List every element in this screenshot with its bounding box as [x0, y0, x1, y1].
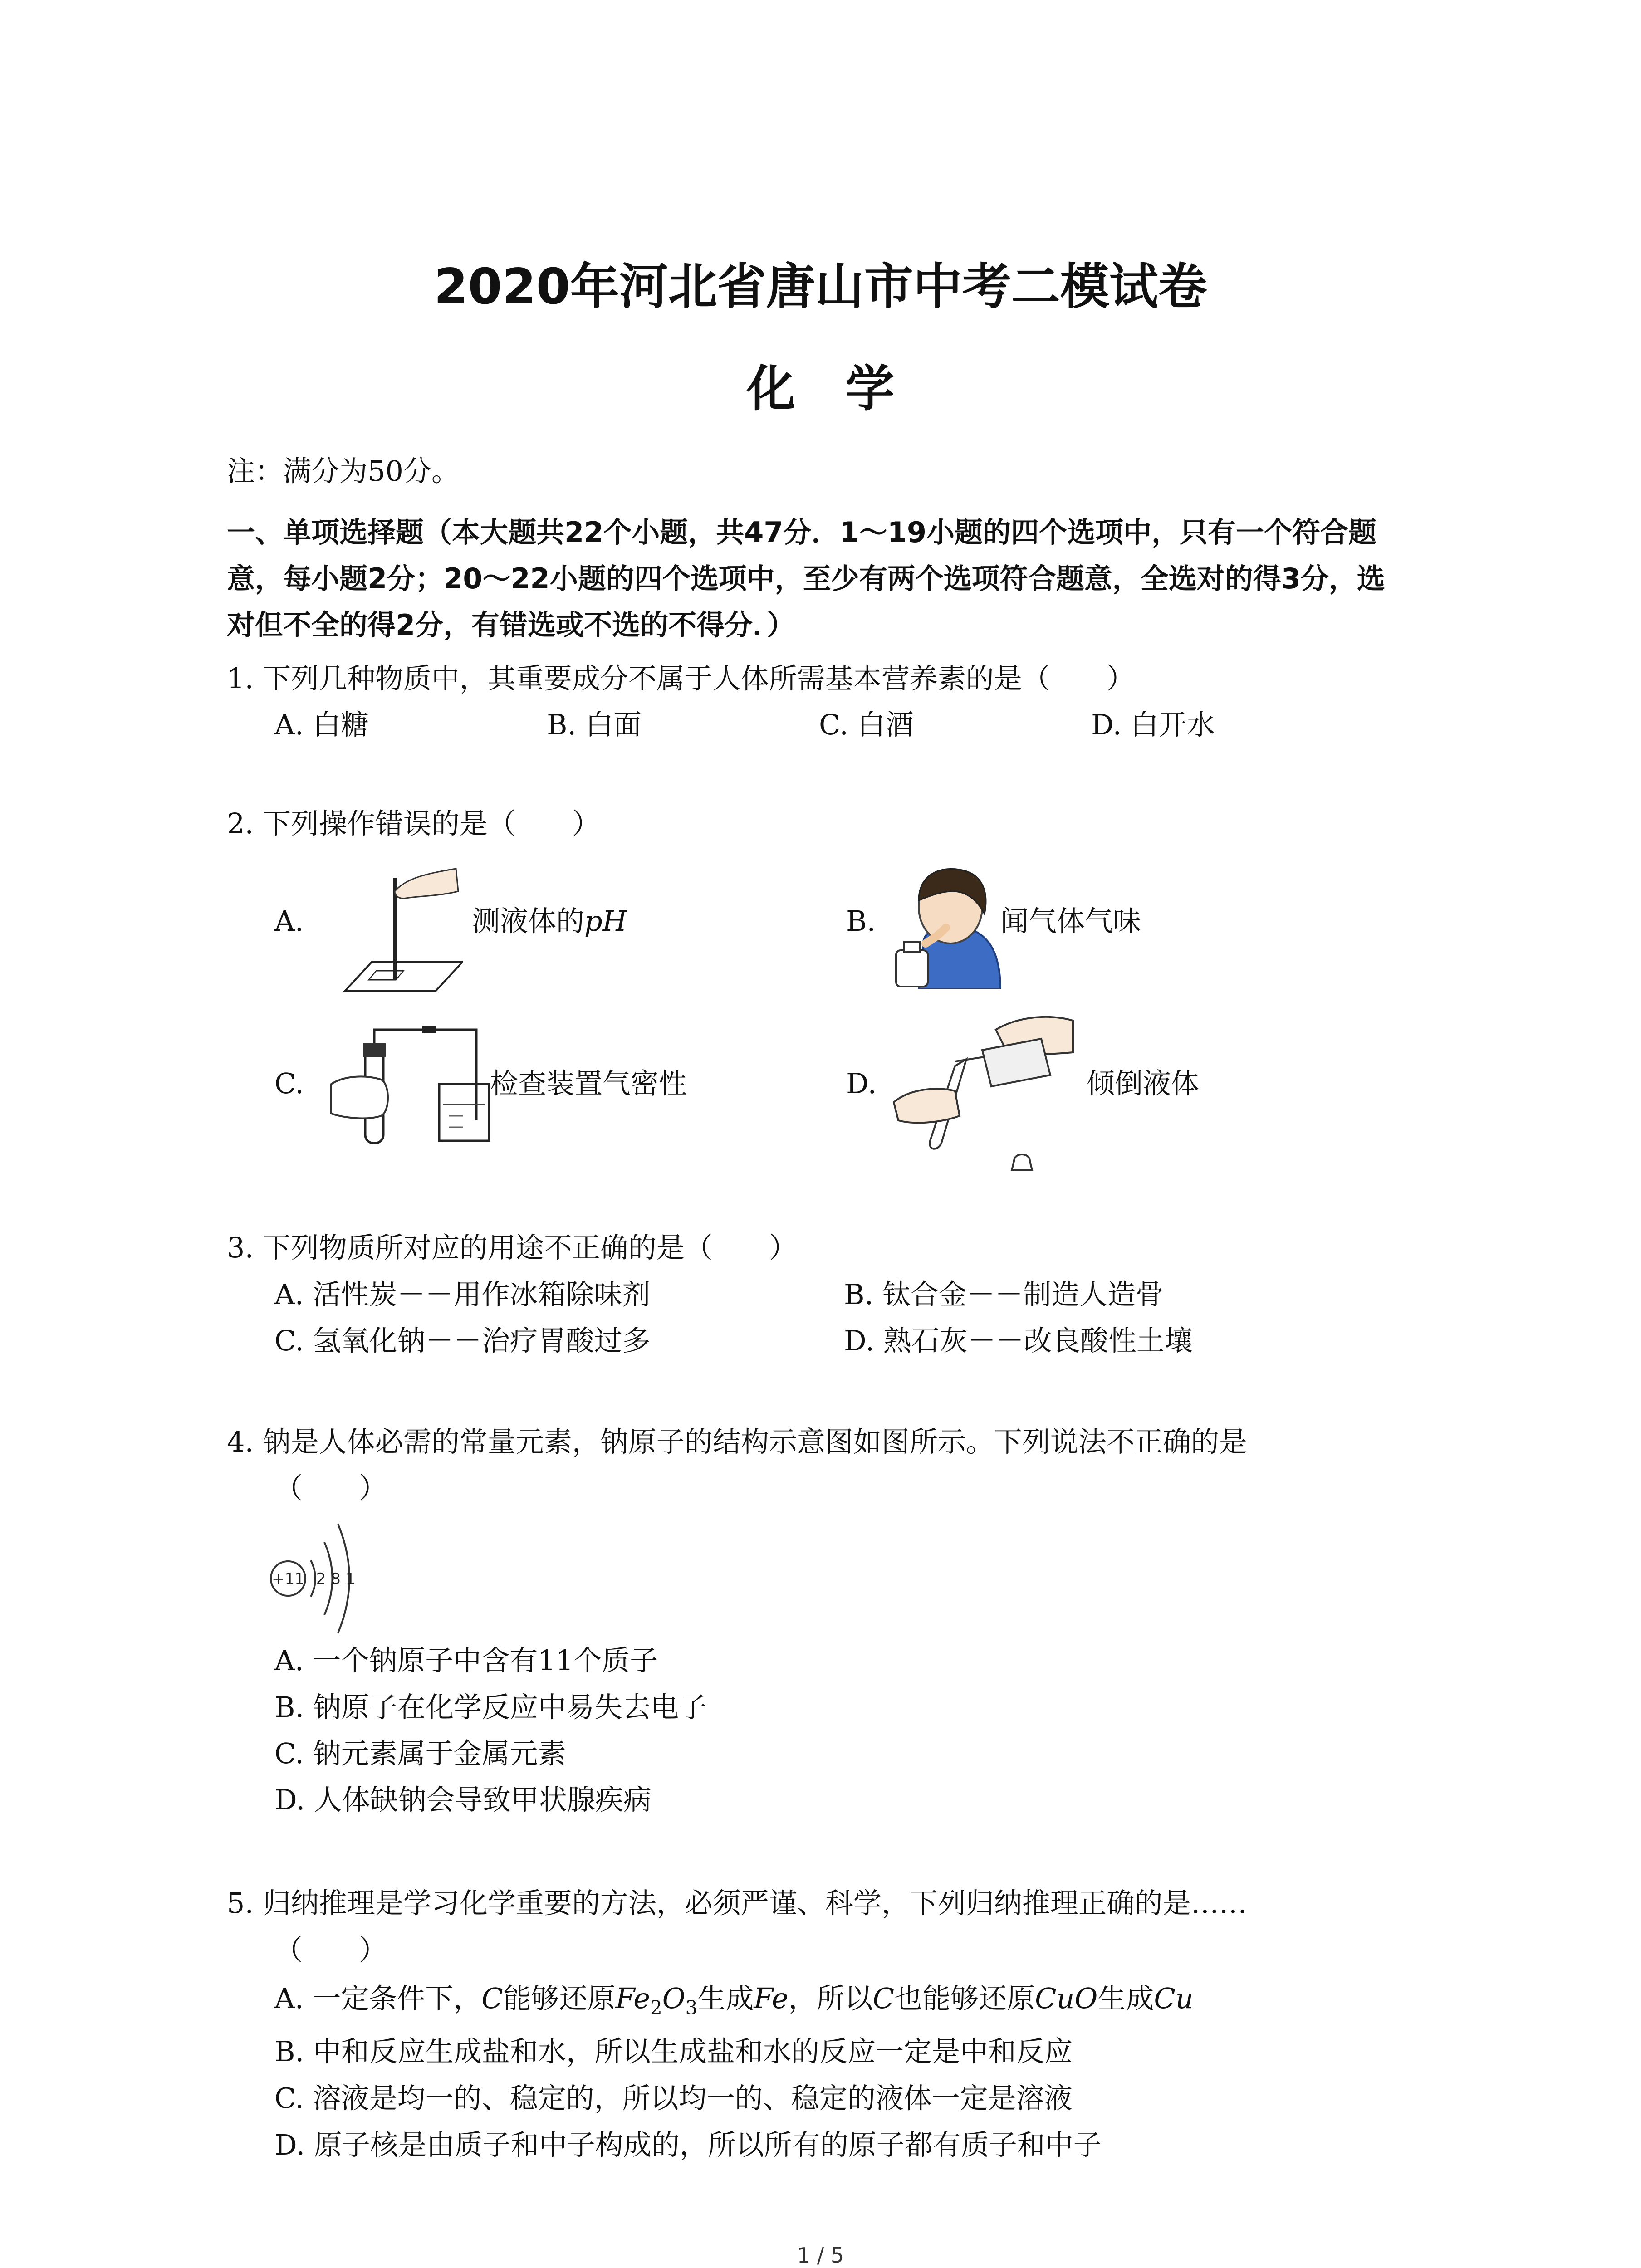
q2-option-d-letter: D.	[846, 1067, 877, 1100]
electron-shells: 2 8 1	[316, 1570, 356, 1588]
section-instructions-line-2: 意，每小题2分；20～22小题的四个选项中，至少有两个选项符合题意，全选对的得3分，选	[227, 562, 1385, 595]
page-title: 2020年河北省唐山市中考二模试卷	[434, 259, 1207, 315]
q1-option-d: D. 白开水	[1091, 708, 1215, 741]
q2-option-d-caption: 倾倒液体	[1087, 1067, 1200, 1100]
airtightness-check-illustration	[327, 1025, 495, 1148]
q2-option-c-letter: C.	[274, 1067, 304, 1100]
q4-option-c: C. 钠元素属于金属元素	[274, 1737, 566, 1770]
smelling-gas-illustration	[892, 864, 1003, 989]
page-number: 1 / 5	[797, 2243, 844, 2268]
section-instructions-line-3: 对但不全的得2分，有错选或不选的不得分．）	[227, 608, 795, 641]
q3-stem: 3. 下列物质所对应的用途不正确的是（ ）	[227, 1231, 797, 1264]
q4-option-a: A. 一个钠原子中含有11个质子	[274, 1644, 658, 1677]
q2-option-b-letter: B.	[846, 904, 876, 938]
section-instructions-line-1: 一、单项选择题（本大题共22个小题，共47分．1～19小题的四个选项中，只有一个符合题	[227, 516, 1376, 549]
q5-option-a: A. 一定条件下，C能够还原$Fe_2O_3$生成Fe，所以C也能够还原CuO生成Cu	[274, 1982, 1194, 2019]
subject-title: 化学	[746, 361, 945, 417]
q3-option-a: A. 活性炭－－用作冰箱除味剂	[274, 1278, 651, 1311]
q2-stem: 2. 下列操作错误的是（ ）	[227, 807, 600, 840]
q1-option-c: C. 白酒	[819, 708, 914, 741]
q2-option-a-letter: A.	[274, 904, 304, 938]
sodium-atom-structure-diagram	[268, 1515, 367, 1642]
pouring-liquid-illustration	[892, 1012, 1078, 1179]
nucleus-charge: +11	[272, 1570, 304, 1588]
q1-option-a: A. 白糖	[274, 708, 369, 741]
ph-test-illustration	[327, 860, 463, 1000]
q3-option-d: D. 熟石灰－－改良酸性土壤	[844, 1324, 1193, 1357]
q2-option-a-caption: 测液体的pH	[472, 904, 627, 938]
q4-option-b: B. 钠原子在化学反应中易失去电子	[274, 1691, 707, 1724]
q2-option-b-caption: 闻气体气味	[1000, 904, 1141, 938]
q5-option-c: C. 溶液是均一的、稳定的，所以均一的、稳定的液体一定是溶液	[274, 2082, 1073, 2115]
q3-option-c: C. 氢氧化钠－－治疗胃酸过多	[274, 1324, 651, 1357]
q4-option-d: D. 人体缺钠会导致甲状腺疾病	[274, 1783, 652, 1816]
q5-stem: 5. 归纳推理是学习化学重要的方法，必须严谨、科学，下列归纳推理正确的是……	[227, 1887, 1247, 1920]
q2-option-c-caption: 检查装置气密性	[490, 1067, 687, 1100]
score-note: 注：满分为50分。	[227, 455, 460, 488]
q1-option-b: B. 白面	[547, 708, 642, 741]
q5-answer-paren: （ ）	[274, 1933, 387, 1966]
q4-answer-paren: （ ）	[274, 1471, 387, 1505]
q3-option-b: B. 钛合金－－制造人造骨	[844, 1278, 1164, 1311]
q5-option-d: D. 原子核是由质子和中子构成的，所以所有的原子都有质子和中子	[274, 2128, 1102, 2161]
q1-stem: 1. 下列几种物质中，其重要成分不属于人体所需基本营养素的是（ ）	[227, 662, 1135, 695]
q4-stem: 4. 钠是人体必需的常量元素，钠原子的结构示意图如图所示。下列说法不正确的是	[227, 1425, 1247, 1458]
q5-option-b: B. 中和反应生成盐和水，所以生成盐和水的反应一定是中和反应	[274, 2035, 1073, 2068]
